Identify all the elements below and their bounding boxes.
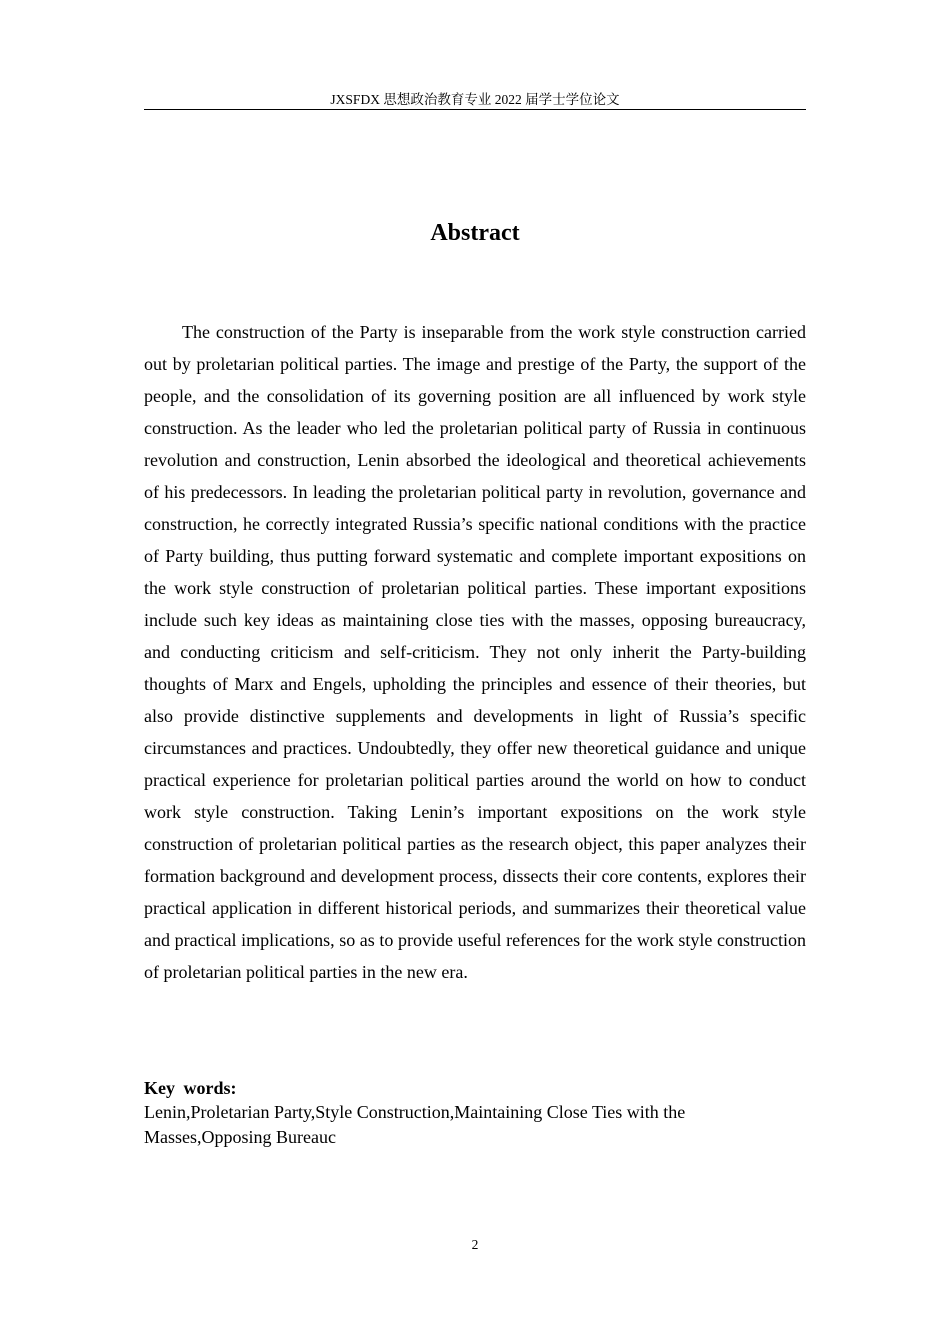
- abstract-paragraph: The construction of the Party is inseparable from the work style construction carried out by proletarian political parties. The image and prestige of the Party, the support of the people, and the consolidation of its governing position are all influenced by work style construction. As the leader who led the proletarian political party of Russia in continuous revolution and construction, Lenin absorbed the ideological and theoretical achievements of his predecessors. In leading the proletarian political party in revolution, governance and construction, he correctly integrated Russia’s specific national conditions with the practice of Party building, thus putting forward systematic and complete important expositions on the work style construction of proletarian political parties. These important expositions include such key ideas as maintaining close ties with the masses, opposing bureaucracy, and conducting criticism and self-criticism. They not only inherit the Party-building thoughts of Marx and Engels, upholding the principles and essence of their theories, but also provide distinctive supplements and developments in light of Russia’s specific circumstances and practices. Undoubtedly, they offer new theoretical guidance and unique practical experience for proletarian political parties around the world on how to conduct work style construction. Taking Lenin’s important expositions on the work style construction of proletarian political parties as the research object, this paper analyzes their formation background and development process, dissects their core contents, explores their practical application in different historical periods, and summarizes their theoretical value and practical implications, so as to provide useful references for the work style construction of proletarian political parties in the new era.: [144, 322, 806, 982]
- running-header: JXSFDX 思想政治教育专业 2022 届学士学位论文: [330, 92, 620, 107]
- header-rule: [144, 109, 806, 110]
- keywords-text: Lenin,Proletarian Party,Style Construction,Maintaining Close Ties with the Masses,Opposing Bureauc: [144, 1102, 686, 1147]
- page-title: Abstract: [430, 220, 520, 246]
- page-number: 2: [471, 1237, 479, 1252]
- keywords-label: Key words:: [144, 1078, 237, 1098]
